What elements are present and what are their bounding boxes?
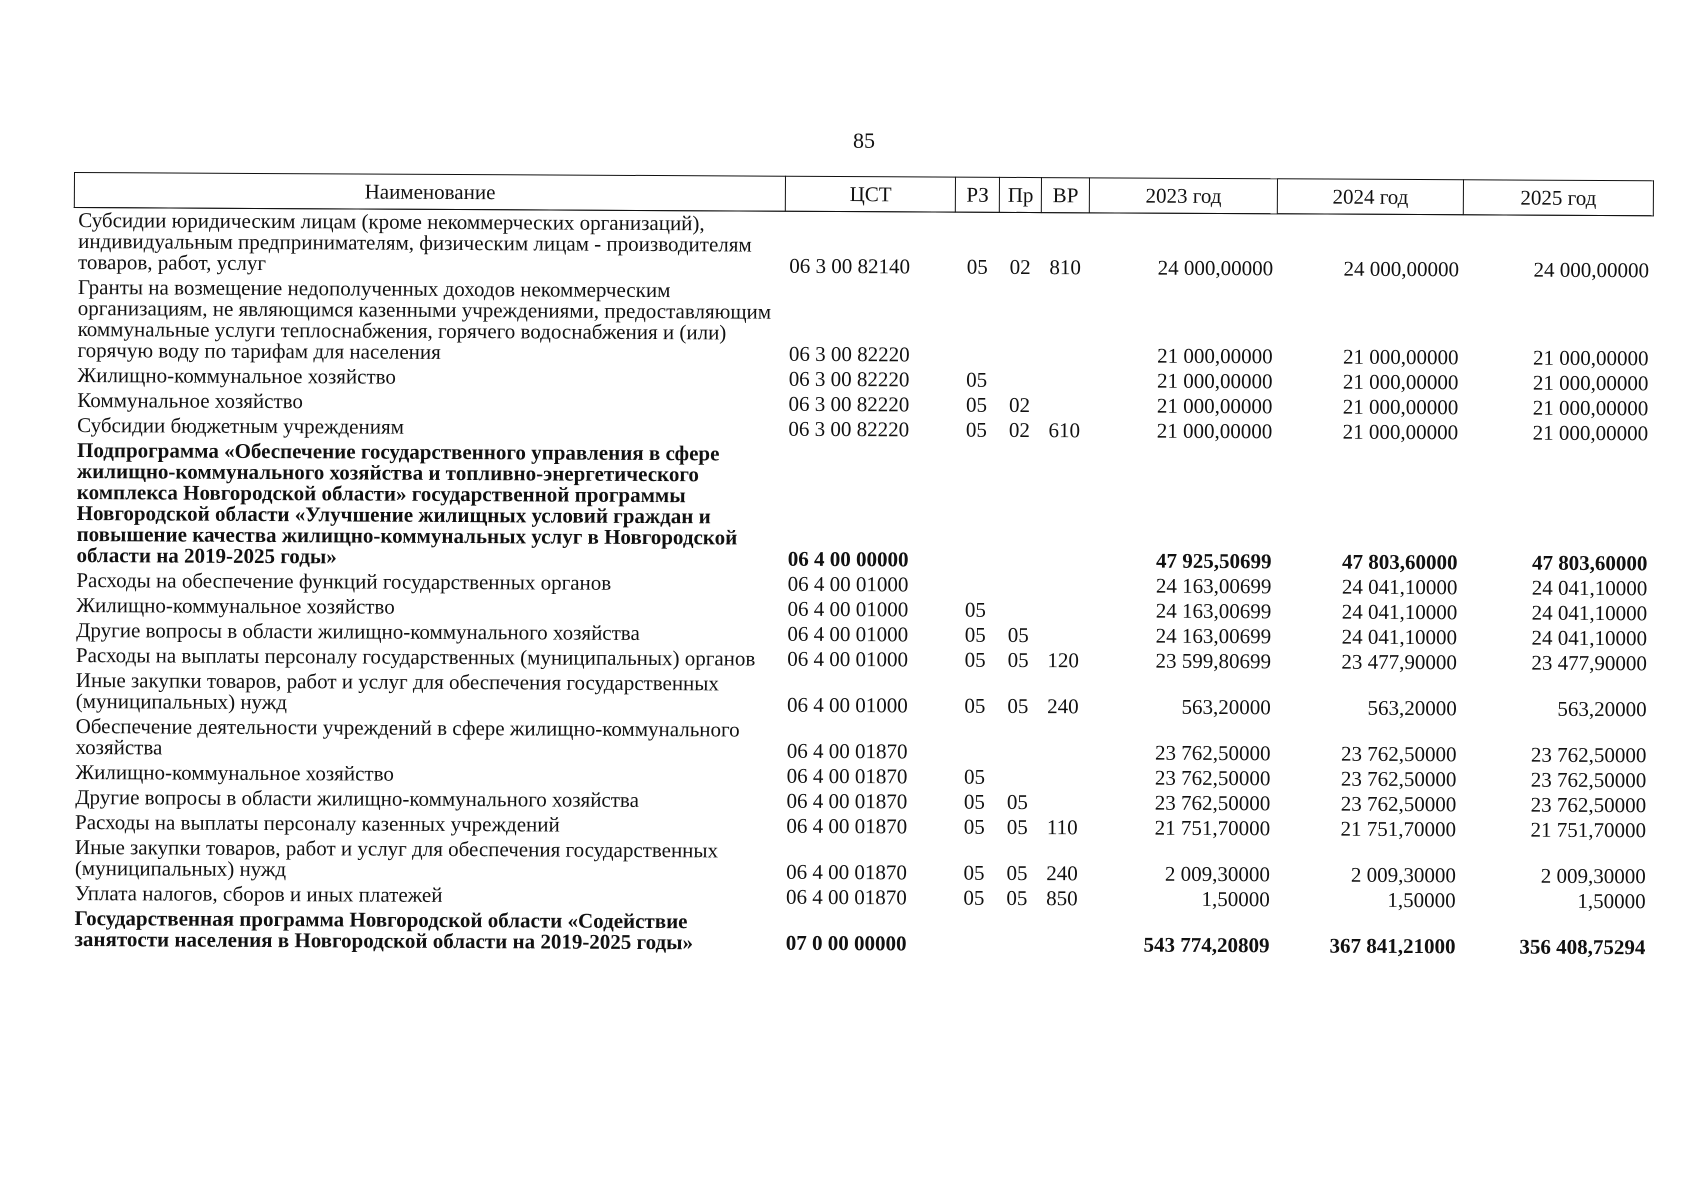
cell-vr: 240 bbox=[1046, 861, 1078, 886]
cell-y2024: 21 000,00000 bbox=[1342, 394, 1459, 420]
cell-y2025: 23 762,50000 bbox=[1530, 767, 1647, 793]
cell-name: Другие вопросы в области жилищно-коммунального хозяйства bbox=[75, 785, 640, 812]
cell-cst: 06 4 00 01870 bbox=[786, 763, 908, 789]
cell-cst: 06 4 00 01870 bbox=[786, 788, 908, 814]
cell-y2025: 563,20000 bbox=[1557, 696, 1647, 722]
cell-name: Субсидии юридическим лицам (кроме некоммерческих организаций), индивидуальным предпринимателям, физическим лицам - производителям товаров, работ, услуг bbox=[77, 208, 752, 276]
cell-y2023: 24 000,00000 bbox=[1157, 255, 1274, 281]
cell-vr bbox=[1041, 368, 1089, 393]
cell-y2023: 24 163,00699 bbox=[1155, 573, 1272, 599]
cell-rz: 05 bbox=[964, 622, 986, 647]
cell-y2023: 2 009,30000 bbox=[1164, 861, 1270, 887]
cell-vr: 240 bbox=[1047, 694, 1079, 719]
cell-rz: 05 bbox=[965, 417, 987, 442]
cell-pr bbox=[996, 765, 1038, 790]
cell-y2023: 23 762,50000 bbox=[1154, 790, 1271, 816]
cell-cst: 06 4 00 00000 bbox=[787, 546, 909, 572]
cell-cst: 06 4 00 01000 bbox=[787, 646, 909, 672]
cell-rz: 05 bbox=[963, 860, 985, 885]
cell-y2023: 21 000,00000 bbox=[1156, 368, 1273, 394]
cell-name: Гранты на возмещение недополученных доходов некоммерческим организациям, не являющимся казенными учреждениями, предоставляющим коммунальные услуги теплоснабжения, горячего водоснабжения и (или) горячую воду по тарифам для населения bbox=[77, 275, 772, 364]
table-row bbox=[73, 275, 1652, 371]
cell-y2024: 23 477,90000 bbox=[1341, 649, 1458, 675]
cell-y2024: 21 751,70000 bbox=[1340, 816, 1457, 842]
cell-y2023: 21 000,00000 bbox=[1156, 393, 1273, 419]
cell-pr bbox=[999, 368, 1041, 393]
cell-pr: 02 bbox=[1009, 254, 1031, 280]
cell-pr: 05 bbox=[1006, 789, 1028, 815]
cell-cst: 06 3 00 82140 bbox=[789, 253, 911, 279]
cell-pr bbox=[997, 573, 1039, 598]
cell-name: Коммунальное хозяйство bbox=[77, 388, 304, 414]
cell-vr: 120 bbox=[1047, 648, 1079, 673]
cell-vr bbox=[1041, 280, 1089, 368]
cell-name: Жилищно-коммунальное хозяйство bbox=[77, 363, 397, 389]
cell-y2025: 24 041,10000 bbox=[1531, 600, 1648, 626]
cell-cst: 06 3 00 82220 bbox=[788, 366, 910, 392]
cell-y2024: 21 000,00000 bbox=[1343, 344, 1459, 370]
cell-cst: 06 4 00 01870 bbox=[786, 738, 908, 764]
header-name: Наименование bbox=[74, 173, 785, 212]
cell-pr bbox=[997, 719, 1039, 765]
cell-rz: 05 bbox=[964, 647, 986, 672]
cell-vr bbox=[1040, 393, 1088, 418]
cell-cst: 06 4 00 01870 bbox=[785, 884, 907, 910]
header-2023: 2023 год bbox=[1089, 178, 1277, 214]
cell-name: Расходы на обеспечение функций государственных органов bbox=[76, 568, 612, 595]
cell-y2025: 21 000,00000 bbox=[1532, 345, 1649, 371]
cell-cst: 06 4 00 01000 bbox=[787, 596, 909, 622]
cell-y2023: 21 000,00000 bbox=[1157, 343, 1273, 369]
table-row bbox=[70, 906, 1649, 960]
table-row bbox=[72, 668, 1651, 722]
table-row bbox=[71, 714, 1650, 768]
header-cst: ЦСТ bbox=[786, 176, 956, 212]
cell-pr bbox=[997, 598, 1039, 623]
cell-pr bbox=[996, 911, 1038, 957]
cell-y2024: 23 762,50000 bbox=[1340, 741, 1457, 767]
cell-y2025: 23 762,50000 bbox=[1530, 792, 1647, 818]
cell-name: Подпрограмма «Обеспечение государственного управления в сфере жилищно-коммунального хозяйства и топливно-энергетического комплекса Новгородской области» государственной программы Новгородской области «Улучшение жилищных условий граждан и повышение качества жилищно-коммунальных услуг в Новгородской области на 2019-2025 годы» bbox=[76, 438, 738, 569]
cell-cst: 06 4 00 01870 bbox=[786, 813, 908, 839]
cell-y2023: 24 163,00699 bbox=[1155, 623, 1272, 649]
header-pr: Пр bbox=[1000, 177, 1042, 212]
cell-y2025: 23 762,50000 bbox=[1530, 742, 1647, 768]
cell-y2025: 24 041,10000 bbox=[1531, 625, 1648, 651]
cell-name: Жилищно-коммунальное хозяйство bbox=[76, 593, 395, 619]
cell-y2024: 2 009,30000 bbox=[1350, 862, 1456, 888]
table-row bbox=[71, 835, 1650, 889]
table-row bbox=[74, 208, 1653, 284]
cell-cst: 07 0 00 00000 bbox=[785, 930, 907, 956]
cell-rz: 05 bbox=[965, 392, 988, 417]
header-2024: 2024 год bbox=[1277, 179, 1463, 215]
cell-y2024: 21 000,00000 bbox=[1342, 419, 1459, 445]
cell-y2023: 543 774,20809 bbox=[1143, 932, 1270, 958]
cell-rz: 05 bbox=[966, 367, 988, 392]
cell-y2023: 47 925,50699 bbox=[1156, 548, 1272, 574]
cell-y2024: 24 041,10000 bbox=[1341, 599, 1458, 625]
cell-pr: 05 bbox=[1006, 814, 1028, 840]
cell-pr: 02 bbox=[1008, 417, 1030, 443]
cell-y2025: 21 751,70000 bbox=[1530, 817, 1647, 843]
cell-name: Иные закупки товаров, работ и услуг для обеспечения государственных (муниципальных) нужд bbox=[75, 668, 720, 715]
cell-y2025: 21 000,00000 bbox=[1532, 420, 1649, 446]
cell-name: Уплата налогов, сборов и иных платежей bbox=[74, 881, 443, 907]
cell-y2023: 21 000,00000 bbox=[1156, 418, 1273, 444]
cell-y2025: 21 000,00000 bbox=[1532, 370, 1649, 396]
cell-y2023: 23 599,80699 bbox=[1155, 648, 1272, 674]
cell-y2024: 47 803,60000 bbox=[1341, 549, 1458, 575]
header-vr: ВР bbox=[1041, 178, 1089, 213]
cell-cst: 06 4 00 01000 bbox=[787, 571, 909, 597]
cell-y2025: 23 477,90000 bbox=[1531, 650, 1648, 676]
cell-vr: 610 bbox=[1048, 418, 1081, 443]
cell-pr: 05 bbox=[1007, 693, 1029, 719]
cell-rz bbox=[955, 280, 999, 368]
cell-pr: 05 bbox=[1007, 622, 1029, 648]
cell-y2024: 23 762,50000 bbox=[1340, 766, 1457, 792]
cell-y2025: 24 000,00000 bbox=[1533, 257, 1650, 283]
budget-table bbox=[70, 172, 1654, 960]
table-row bbox=[72, 438, 1652, 576]
cell-cst: 06 3 00 82220 bbox=[788, 391, 910, 417]
cell-vr bbox=[1038, 765, 1086, 790]
cell-y2025: 2 009,30000 bbox=[1540, 863, 1646, 889]
page-number: 85 bbox=[853, 128, 875, 153]
cell-y2025: 47 803,60000 bbox=[1531, 550, 1648, 576]
cell-y2024: 24 041,10000 bbox=[1341, 624, 1458, 650]
cell-pr: 05 bbox=[1007, 647, 1029, 673]
cell-y2024: 24 000,00000 bbox=[1343, 256, 1460, 282]
cell-vr bbox=[1038, 911, 1086, 957]
header-2025: 2025 год bbox=[1463, 180, 1653, 216]
cell-vr bbox=[1038, 790, 1086, 815]
cell-name: Другие вопросы в области жилищно-коммунального хозяйства bbox=[76, 618, 640, 645]
cell-y2023: 21 751,70000 bbox=[1154, 815, 1271, 841]
cell-vr: 810 bbox=[1049, 255, 1081, 280]
cell-pr: 02 bbox=[1008, 392, 1031, 418]
cell-y2023: 23 762,50000 bbox=[1155, 740, 1271, 766]
cell-y2024: 23 762,50000 bbox=[1340, 791, 1457, 817]
cell-name: Субсидии бюджетным учреждениям bbox=[77, 413, 405, 439]
cell-rz bbox=[954, 573, 998, 598]
cell-y2023: 563,20000 bbox=[1181, 694, 1271, 720]
cell-y2023: 23 762,50000 bbox=[1154, 765, 1271, 791]
cell-rz: 05 bbox=[964, 764, 986, 789]
cell-rz bbox=[954, 443, 999, 573]
cell-vr bbox=[1039, 598, 1087, 623]
cell-name: Расходы на выплаты персоналу казенных учреждений bbox=[75, 810, 560, 837]
cell-y2023: 24 163,00699 bbox=[1155, 598, 1272, 624]
cell-name: Государственная программа Новгородской области «Содействие занятости населения в Новгородской области на 2019-2025 годы» bbox=[74, 906, 694, 955]
cell-vr bbox=[1039, 573, 1087, 598]
cell-y2025: 356 408,75294 bbox=[1519, 934, 1646, 960]
cell-vr bbox=[1040, 443, 1089, 573]
cell-rz: 05 bbox=[963, 789, 985, 814]
cell-y2024: 1,50000 bbox=[1387, 887, 1456, 913]
cell-name: Иные закупки товаров, работ и услуг для обеспечения государственных (муниципальных) нужд bbox=[74, 835, 719, 882]
cell-pr bbox=[998, 443, 1041, 573]
cell-rz: 05 bbox=[966, 254, 988, 279]
cell-y2023: 1,50000 bbox=[1201, 886, 1270, 912]
cell-y2025: 21 000,00000 bbox=[1532, 395, 1649, 421]
cell-name: Расходы на выплаты персоналу государственных (муниципальных) органов bbox=[75, 643, 756, 671]
cell-rz: 05 bbox=[963, 885, 985, 910]
cell-name: Обеспечение деятельности учреждений в сфере жилищно-коммунального хозяйства bbox=[75, 714, 740, 760]
cell-pr bbox=[999, 280, 1041, 368]
cell-vr bbox=[1039, 719, 1087, 765]
cell-pr: 05 bbox=[1006, 885, 1028, 911]
cell-vr bbox=[1039, 623, 1087, 648]
cell-vr: 110 bbox=[1046, 815, 1078, 840]
cell-rz bbox=[952, 911, 996, 957]
cell-cst: 06 3 00 82220 bbox=[788, 341, 910, 367]
cell-cst: 06 4 00 01000 bbox=[786, 692, 908, 718]
cell-vr: 850 bbox=[1046, 886, 1078, 911]
cell-cst: 06 4 00 01000 bbox=[787, 621, 909, 647]
cell-y2024: 563,20000 bbox=[1367, 695, 1457, 721]
cell-rz: 05 bbox=[964, 693, 986, 718]
cell-cst: 06 3 00 82220 bbox=[788, 416, 910, 442]
cell-cst: 06 4 00 01870 bbox=[786, 859, 907, 885]
cell-name: Жилищно-коммунальное хозяйство bbox=[75, 760, 394, 786]
cell-y2025: 1,50000 bbox=[1577, 888, 1646, 914]
cell-y2025: 24 041,10000 bbox=[1531, 575, 1648, 601]
header-rz: РЗ bbox=[956, 177, 1000, 212]
table-body bbox=[70, 208, 1653, 961]
cell-pr: 05 bbox=[1006, 860, 1028, 886]
cell-rz bbox=[953, 719, 997, 765]
cell-y2024: 21 000,00000 bbox=[1342, 369, 1459, 395]
cell-rz: 05 bbox=[964, 597, 987, 622]
cell-y2024: 24 041,10000 bbox=[1341, 574, 1458, 600]
cell-y2024: 367 841,21000 bbox=[1329, 933, 1456, 959]
cell-rz: 05 bbox=[963, 814, 985, 839]
